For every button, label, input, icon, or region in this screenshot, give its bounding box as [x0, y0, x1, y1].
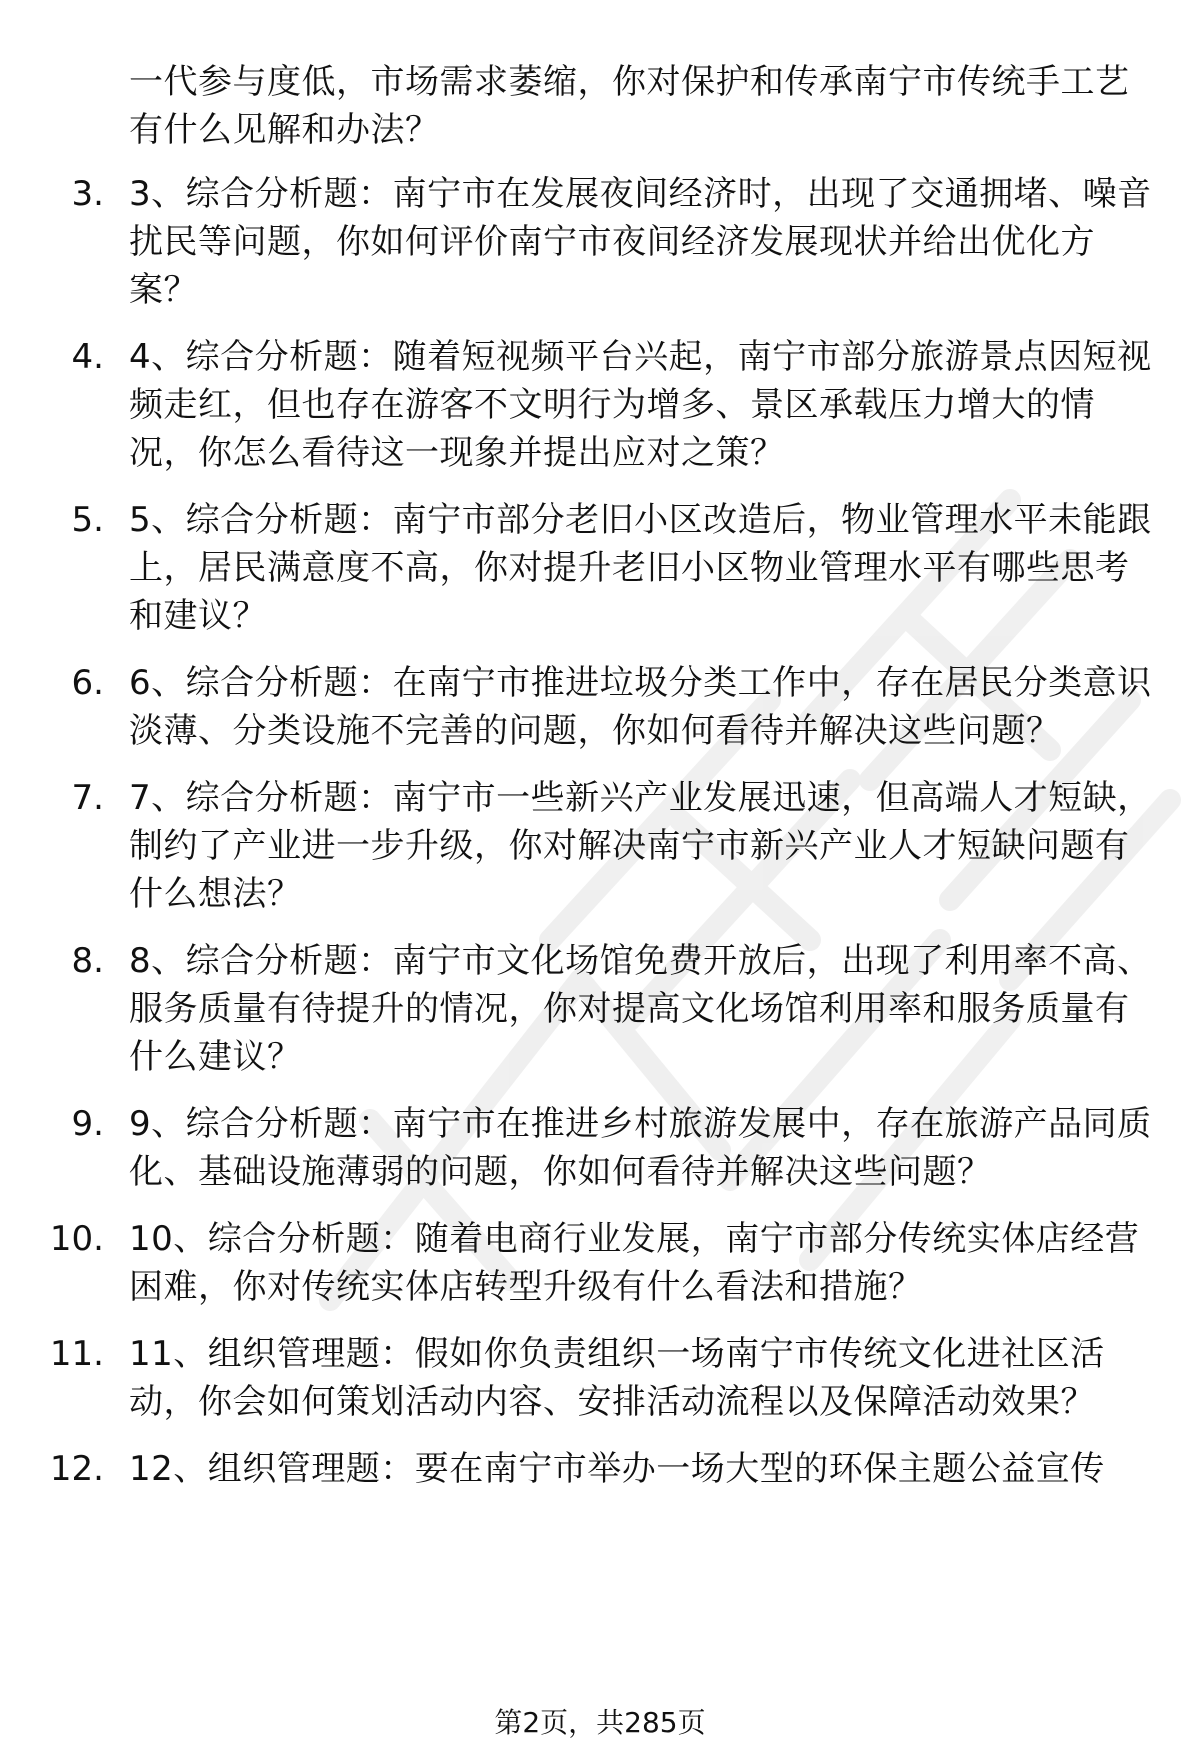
question-text: 9、综合分析题：南宁市在推进乡村旅游发展中，存在旅游产品同质化、基础设施薄弱的问题，你如何看待并解决这些问题？	[129, 1104, 1152, 1192]
list-number: 11.	[49, 1334, 104, 1374]
list-number: 4.	[71, 337, 104, 377]
question-text: 5、综合分析题：南宁市部分老旧小区改造后，物业管理水平未能跟上，居民满意度不高，你对提升老旧小区物业管理水平有哪些思考和建议？	[129, 500, 1152, 636]
question-text: 4、综合分析题：随着短视频平台兴起，南宁市部分旅游景点因短视频走红，但也存在游客不文明行为增多、景区承载压力增大的情况，你怎么看待这一现象并提出应对之策？	[129, 337, 1152, 473]
continuation-paragraph: 一代参与度低，市场需求萎缩，你对保护和传承南宁市传统手工艺有什么见解和办法？	[129, 62, 1130, 150]
page-footer: 第2页，共285页	[494, 1706, 706, 1739]
list-number: 7.	[71, 778, 104, 818]
question-text: 7、综合分析题：南宁市一些新兴产业发展迅速，但高端人才短缺，制约了产业进一步升级，你对解决南宁市新兴产业人才短缺问题有什么想法？	[129, 778, 1152, 914]
list-number: 3.	[71, 174, 104, 214]
question-text: 8、综合分析题：南宁市文化场馆免费开放后，出现了利用率不高、服务质量有待提升的情况，你对提高文化场馆利用率和服务质量有什么建议？	[129, 941, 1152, 1077]
list-number: 9.	[71, 1104, 104, 1144]
list-number: 12.	[49, 1449, 104, 1489]
list-number: 10.	[49, 1219, 104, 1259]
question-text: 11、组织管理题：假如你负责组织一场南宁市传统文化进社区活动，你会如何策划活动内容、安排活动流程以及保障活动效果？	[129, 1334, 1105, 1422]
list-number: 6.	[71, 663, 104, 703]
list-number: 8.	[71, 941, 104, 981]
list-number: 5.	[71, 500, 104, 540]
question-text: 3、综合分析题：南宁市在发展夜间经济时，出现了交通拥堵、噪音扰民等问题，你如何评价南宁市夜间经济发展现状并给出优化方案？	[129, 174, 1152, 310]
question-text: 10、综合分析题：随着电商行业发展，南宁市部分传统实体店经营困难，你对传统实体店转型升级有什么看法和措施？	[129, 1219, 1140, 1307]
question-text: 12、组织管理题：要在南宁市举办一场大型的环保主题公益宣传	[129, 1449, 1105, 1489]
question-text: 6、综合分析题：在南宁市推进垃圾分类工作中，存在居民分类意识淡薄、分类设施不完善的问题，你如何看待并解决这些问题？	[129, 663, 1152, 751]
